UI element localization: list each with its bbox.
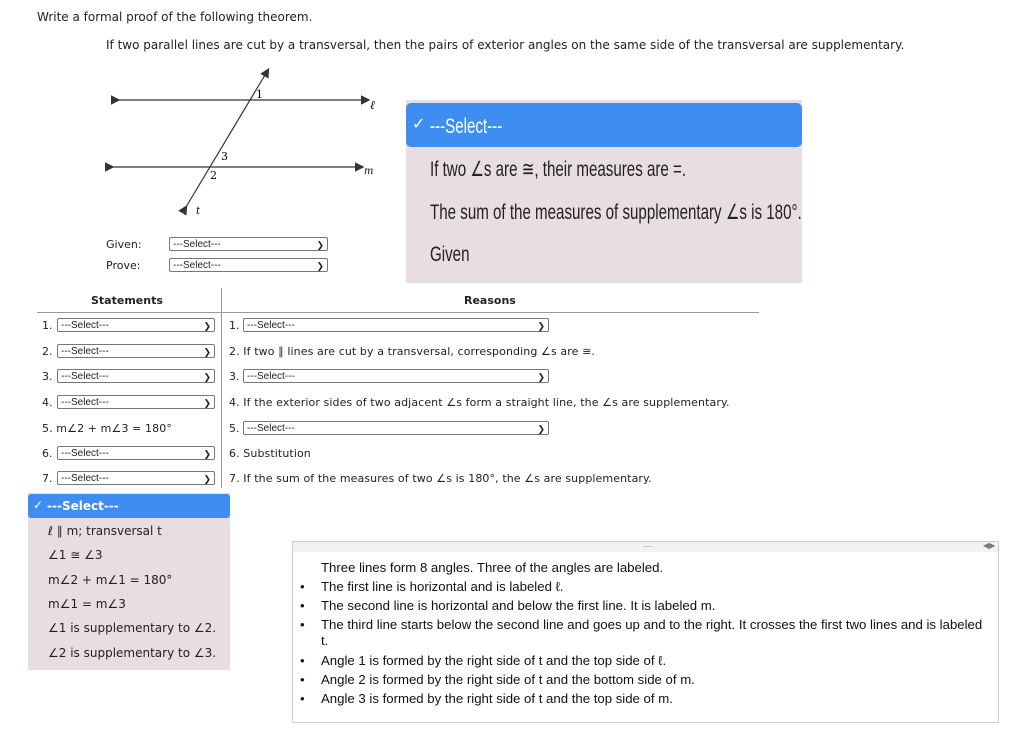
header-divider (37, 312, 759, 313)
label-m: m (364, 166, 374, 177)
statement-number: 7. (42, 472, 53, 485)
statement-7-select[interactable] (57, 471, 215, 485)
chevron-down-icon: ❯ (203, 372, 211, 382)
bullet-icon: • (300, 579, 305, 594)
popup-selected-option[interactable] (406, 103, 802, 147)
menu-option-3[interactable]: m∠2 + m∠1 = 180° (48, 573, 173, 587)
statement-number: 6. (42, 447, 53, 460)
menu-option-1[interactable]: ℓ ∥ m; transversal t (48, 524, 162, 538)
chevron-down-icon: ❯ (537, 372, 545, 382)
chevron-down-icon: ❯ (203, 347, 211, 357)
more-icon[interactable]: .... (643, 540, 654, 549)
bullet-icon: • (300, 598, 305, 613)
angle-1-label: 1 (256, 88, 263, 101)
chevron-down-icon: ❯ (203, 449, 211, 459)
menu-option-6[interactable]: ∠2 is supplementary to ∠3. (48, 646, 217, 660)
bullet-icon: • (300, 617, 305, 632)
given-label: Given: (106, 238, 142, 251)
chevron-down-icon: ❯ (203, 321, 211, 331)
statement-6-value: ---Select--- (61, 448, 109, 459)
prove-select[interactable] (169, 258, 328, 272)
statement-number: 4. (42, 396, 53, 409)
column-divider (221, 288, 222, 488)
statement-7-value: ---Select--- (61, 473, 109, 484)
parallel-lines-figure (100, 62, 400, 222)
menu-selected-label: ---Select--- (47, 499, 119, 513)
statement-2-value: ---Select--- (61, 346, 109, 357)
popup-option-1[interactable]: If two ∠s are ≅, their measures are =. (430, 158, 687, 181)
statement-3-select[interactable] (57, 369, 215, 383)
statements-header: Statements (91, 294, 163, 307)
reason-2-text: 2. If two ∥ lines are cut by a transversal, corresponding ∠s are ≅. (229, 345, 596, 358)
bullet-text: Angle 2 is formed by the right side of t and the bottom side of m. (321, 672, 695, 687)
prove-select-value: ---Select--- (173, 260, 221, 271)
figure-description-panel (292, 541, 999, 723)
description-body (300, 558, 986, 708)
label-l: ℓ (370, 98, 375, 112)
statement-number: 2. (42, 345, 53, 358)
checkmark-icon: ✓ (33, 498, 44, 512)
given-select-value: ---Select--- (173, 239, 221, 250)
reason-7-text: 7. If the sum of the measures of two ∠s is 180°, the ∠s are supplementary. (229, 472, 652, 485)
menu-option-2[interactable]: ∠1 ≅ ∠3 (48, 548, 103, 562)
chevron-down-icon: ❯ (537, 424, 545, 434)
menu-option-5[interactable]: ∠1 is supplementary to ∠2. (48, 621, 217, 635)
reason-5-value: ---Select--- (247, 423, 295, 434)
reason-number: 3. (229, 370, 240, 383)
chevron-down-icon: ❯ (203, 474, 211, 484)
popup-option-3[interactable]: Given (430, 243, 470, 266)
menu-selected-option[interactable] (28, 494, 230, 518)
popup-selected-label: ---Select--- (430, 115, 503, 138)
resize-icon[interactable]: ◀▶ (983, 541, 996, 550)
description-bullet (300, 577, 986, 596)
statement-1-select[interactable] (57, 318, 215, 332)
reason-5-select[interactable] (243, 421, 549, 435)
reason-3-value: ---Select--- (247, 371, 295, 382)
bullet-text: Angle 3 is formed by the right side of t and the top side of m. (321, 691, 673, 706)
reason-4-text: 4. If the exterior sides of two adjacent ∠s form a straight line, the ∠s are supplementary. (229, 396, 730, 409)
statement-1-value: ---Select--- (61, 320, 109, 331)
statement-number: 3. (42, 370, 53, 383)
description-bullet (300, 617, 986, 649)
description-bullet (300, 689, 986, 708)
chevron-down-icon: ❯ (537, 321, 545, 331)
statement-4-value: ---Select--- (61, 397, 109, 408)
angle-2-label: 2 (210, 169, 217, 182)
prove-label: Prove: (106, 259, 141, 272)
theorem-text: If two parallel lines are cut by a transversal, then the pairs of exterior angles on the same side of the transversal are supplementary. (106, 38, 905, 52)
chevron-down-icon: ❯ (203, 398, 211, 408)
chevron-down-icon: ❯ (316, 261, 324, 271)
given-select[interactable] (169, 237, 328, 251)
bullet-text: Angle 1 is formed by the right side of t and the top side of ℓ. (321, 653, 667, 668)
reason-1-value: ---Select--- (247, 320, 295, 331)
statement-6-select[interactable] (57, 446, 215, 460)
reason-number: 1. (229, 319, 240, 332)
chevron-down-icon: ❯ (316, 240, 324, 250)
statement-5-text: 5. m∠2 + m∠3 = 180° (42, 422, 172, 435)
statement-3-value: ---Select--- (61, 371, 109, 382)
bullet-icon: • (300, 672, 305, 687)
bullet-text: The first line is horizontal and is labeled ℓ. (321, 579, 564, 594)
reason-number: 5. (229, 422, 240, 435)
statement-number: 1. (42, 319, 53, 332)
bullet-icon: • (300, 691, 305, 706)
reason-6-text: 6. Substitution (229, 447, 311, 460)
statement-4-select[interactable] (57, 395, 215, 409)
bullet-icon: • (300, 653, 305, 668)
popup-option-2[interactable]: The sum of the measures of supplementary ∠s is 180°. (430, 201, 802, 224)
description-intro: Three lines form 8 angles. Three of the angles are labeled. (321, 560, 664, 575)
reason-1-select[interactable] (243, 318, 549, 332)
bullet-text: The second line is horizontal and below the first line. It is labeled m. (321, 598, 716, 613)
description-bullet (300, 596, 986, 615)
bullet-text: The third line starts below the second line and goes up and to the right. It crosses the first two lines and is labeled t. (321, 617, 983, 648)
reasons-header: Reasons (464, 294, 516, 307)
menu-option-4[interactable]: m∠1 = m∠3 (48, 597, 126, 611)
reason-dropdown-menu (406, 100, 802, 283)
description-bullet (300, 670, 986, 689)
reason-3-select[interactable] (243, 369, 549, 383)
statement-2-select[interactable] (57, 344, 215, 358)
angle-3-label: 3 (221, 150, 228, 163)
checkmark-icon: ✓ (412, 114, 426, 133)
instruction-text: Write a formal proof of the following theorem. (37, 10, 313, 24)
description-bullet (300, 651, 986, 670)
label-t: t (196, 206, 201, 217)
